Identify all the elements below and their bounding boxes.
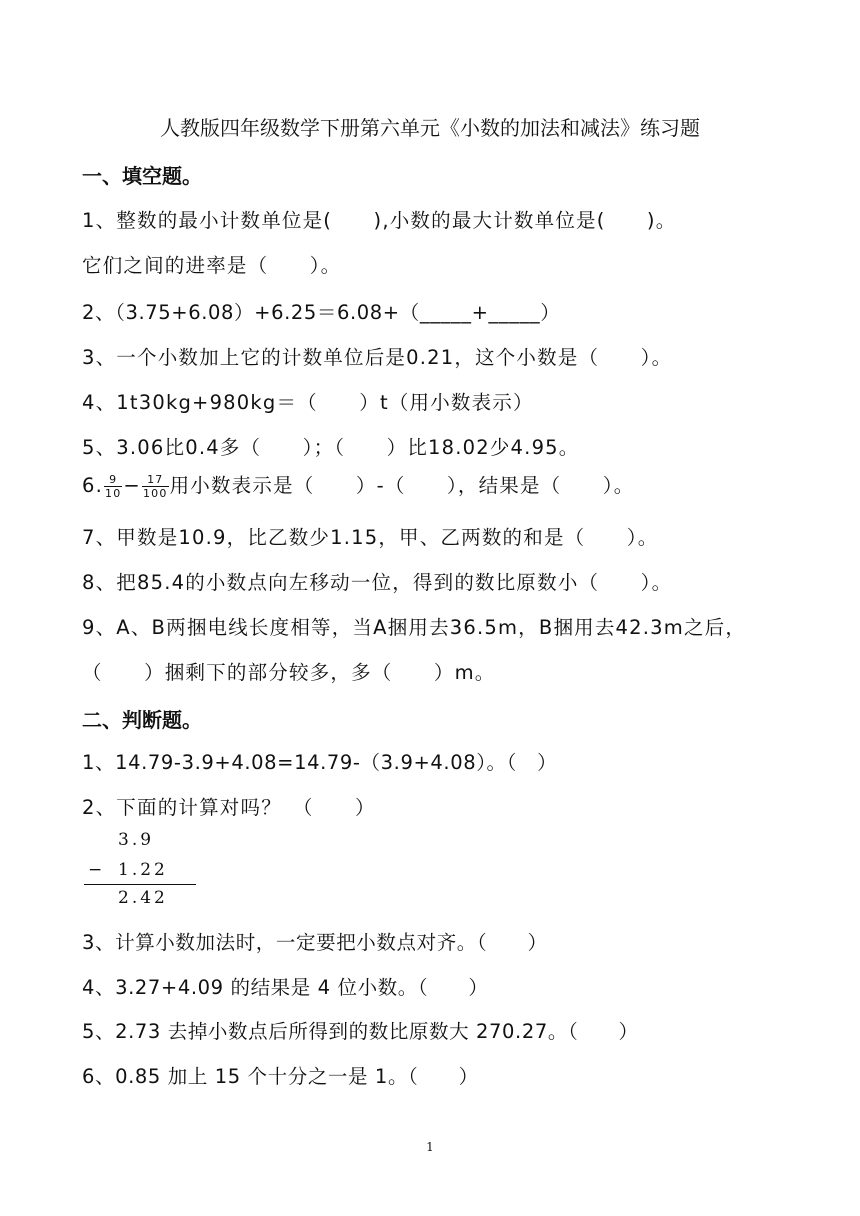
question-6-minus: − xyxy=(123,474,141,497)
question-8: 8、把85.4的小数点向左移动一位，得到的数比原数小（ ）。 xyxy=(82,571,673,594)
question-6-text: 用小数表示是（ ）-（ ），结果是（ ）。 xyxy=(169,474,635,497)
fraction-1-numerator: 9 xyxy=(104,473,122,487)
judge-question-6: 6、0.85 加上 15 个十分之一是 1。（ ） xyxy=(82,1065,479,1088)
question-1-line-2: 它们之间的进率是（ ）。 xyxy=(82,254,342,277)
question-9-line-2: （ ）捆剩下的部分较多，多（ ）m。 xyxy=(82,661,496,684)
fraction-1-denominator: 10 xyxy=(105,487,122,500)
judge-question-1: 1、14.79-3.9+4.08=14.79-（3.9+4.08）。（ ） xyxy=(82,751,558,774)
section-heading-fill-in: 一、填空题。 xyxy=(82,164,202,188)
question-7: 7、甲数是10.9，比乙数少1.15，甲、乙两数的和是（ ）。 xyxy=(82,526,659,549)
difference: 2.42 xyxy=(118,888,168,908)
question-1-line-1: 1、整数的最小计数单位是( ),小数的最大计数单位是( )。 xyxy=(82,209,677,232)
question-4: 4、1t30kg+980kg＝（ ）t（用小数表示） xyxy=(82,391,534,414)
judge-question-2: 2、下面的计算对吗？ （ ） xyxy=(82,796,376,819)
question-6-prefix: 6. xyxy=(82,474,104,497)
question-5: 5、3.06比0.4多（ ）；（ ）比18.02少4.95。 xyxy=(82,436,580,459)
fraction-2-numerator: 17 xyxy=(142,473,169,487)
judge-question-4: 4、3.27+4.09 的结果是 4 位小数。（ ） xyxy=(82,976,489,999)
fraction-2-denominator: 100 xyxy=(142,487,168,500)
subtrahend: 1.22 xyxy=(118,860,168,880)
judge-question-5: 5、2.73 去掉小数点后所得到的数比原数大 270.27。（ ） xyxy=(82,1020,639,1043)
question-2: 2、（3.75+6.08）+6.25＝6.08+（_____+_____） xyxy=(82,301,561,324)
page-title: 人教版四年级数学下册第六单元《小数的加法和减法》练习题 xyxy=(160,116,700,140)
minus-sign: − xyxy=(88,860,106,880)
question-6 xyxy=(82,470,634,500)
fraction-nine-tenths xyxy=(104,473,122,500)
question-9-line-1: 9、A、B两捆电线长度相等，当A捆用去36.5m，B捆用去42.3m之后， xyxy=(82,616,747,639)
page-number: 1 xyxy=(426,1140,434,1154)
section-heading-true-false: 二、判断题。 xyxy=(82,708,202,732)
fraction-seventeen-hundredths xyxy=(142,473,169,500)
judge-question-3: 3、计算小数加法时，一定要把小数点对齐。（ ） xyxy=(82,931,548,954)
minuend: 3.9 xyxy=(118,830,155,850)
result-line xyxy=(84,884,196,885)
question-3: 3、一个小数加上它的计数单位后是0.21，这个小数是（ ）。 xyxy=(82,346,673,369)
vertical-subtraction xyxy=(82,826,202,912)
